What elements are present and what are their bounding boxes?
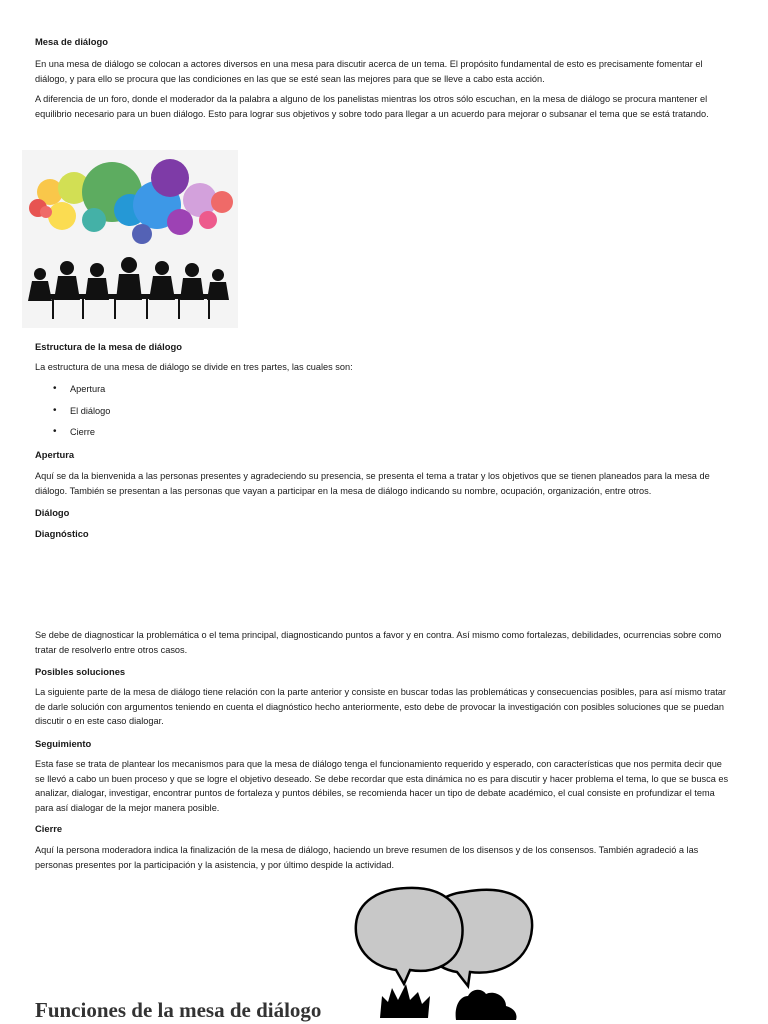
section-heading-seguimiento: Seguimiento xyxy=(35,738,92,749)
list-item: • Apertura xyxy=(70,382,105,397)
seguimiento-paragraph: Esta fase se trata de plantear los mecanismos para que la mesa de diálogo tenga el funcionamiento requerido y esperado, con características que nos permita decir que se llevó a cabo un buen proceso y que se logre el objetivo deseado. Se debe recordar que esta dinámica no es para discutir y hacer problema el tema, lo que se busca es analizar, dialogar, investigar, encontrar puntos de fortaleza y puntos débiles, se recomienda hacer un tipo de debate académico, el cual consiste en profundizar el tema para así dialogar de la mejor manera posible. xyxy=(35,759,729,813)
diagnostico-paragraph: Se debe de diagnosticar la problemática o el tema principal, diagnosticando puntos a favor y en contra. Así mismo como fortalezas, debilidades, ocurrencias sobre como tratar de resolverlo entre otros casos. xyxy=(35,630,722,655)
section-heading-mesa-de-dialogo: Mesa de diálogo xyxy=(35,36,108,47)
section-heading-apertura: Apertura xyxy=(35,449,75,460)
section-heading-dialogo: Diálogo xyxy=(35,507,70,518)
section-heading-diagnostico: Diagnóstico xyxy=(35,528,89,539)
speech-bubbles-cartoon xyxy=(352,884,537,1024)
list-item: • El diálogo xyxy=(70,404,110,419)
page-title: Funciones de la mesa de diálogo xyxy=(35,998,322,1022)
apertura-paragraph: Aquí se da la bienvenida a las personas presentes y agradeciendo su presencia, se presenta el tema a tratar y los objetivos que se tienen planeados para la mesa de diálogo. También se presentan a las personas que vayan a participar en la mesa de diálogo indicando su nombre, ocupación, organización, entre otros. xyxy=(35,471,710,496)
section-heading-posibles-soluciones: Posibles soluciones xyxy=(35,666,126,677)
soluciones-paragraph: La siguiente parte de la mesa de diálogo tiene relación con la parte anterior y consiste en buscar todas las problemáticas y consecuencias posibles, para así mismo tratar de darle solución con argumentos teniendo en cuenta el diagnóstico hecho anteriormente, esto debe de provocar la investigación con posibles soluciones que se puedan discutir o en este caso dialogar. xyxy=(35,687,726,726)
dialogue-table-illustration xyxy=(22,150,238,328)
section-heading-estructura: Estructura de la mesa de diálogo xyxy=(35,341,182,352)
structure-intro: La estructura de una mesa de diálogo se divide en tres partes, las cuales son: xyxy=(35,362,353,372)
intro-paragraph-2: A diferencia de un foro, donde el moderador da la palabra a alguno de los panelistas mientras los otros sólo escuchan, en la mesa de diálogo se procura mantener el equilibrio necesario para un buen diálogo. Esto para lograr sus objetivos y sobre todo para llegar a un acuerdo para mejorar o subsanar el tema que se está tratando. xyxy=(35,94,709,119)
intro-paragraph-1: En una mesa de diálogo se colocan a actores diversos en una mesa para discutir acerca de un tema. El propósito fundamental de esto es precisamente fomentar el diálogo, y para ello se procura que las condiciones en las que se esté sean las mejores para que se lleve a cabo esta acción. xyxy=(35,59,703,84)
list-item: • Cierre xyxy=(70,425,95,440)
cierre-paragraph: Aquí la persona moderadora indica la finalización de la mesa de diálogo, haciendo un breve resumen de los disensos y de los consensos. También agradeció a las personas presentes por la participación y la asistencia, y por último despide la actividad. xyxy=(35,845,699,870)
section-heading-cierre: Cierre xyxy=(35,823,63,834)
